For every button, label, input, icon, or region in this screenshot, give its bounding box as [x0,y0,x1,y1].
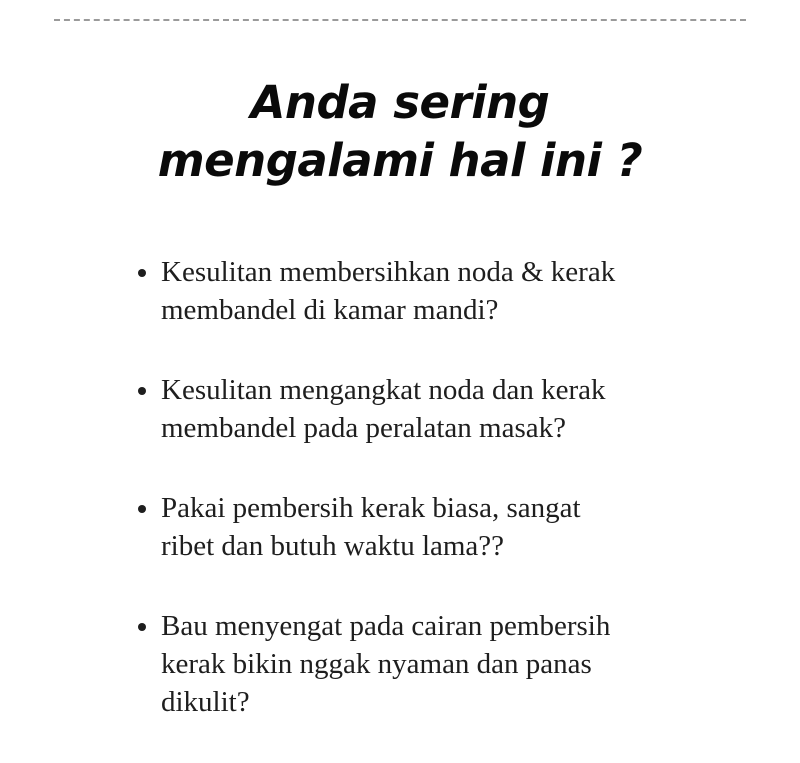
title-line-2: mengalami hal ini ? [157,134,643,187]
bullet-icon [138,269,146,277]
bullet-icon [138,505,146,513]
list-item-line: dikulit? [161,686,250,718]
problem-list [134,253,734,763]
dashed-divider [54,19,746,21]
list-item-line: Kesulitan membersihkan noda & kerak [161,256,616,288]
title-line-1: Anda sering [250,76,550,129]
list-item-line: Kesulitan mengangkat noda dan kerak [161,374,606,406]
list-item [134,489,734,565]
page-title [0,74,800,190]
list-item-line: ribet dan butuh waktu lama?? [161,530,505,562]
bullet-icon [138,387,146,395]
list-item [134,607,734,721]
list-item [134,253,734,329]
list-item-line: Bau menyengat pada cairan pembersih [161,610,611,642]
bullet-icon [138,623,146,631]
list-item-line: Pakai pembersih kerak biasa, sangat [161,492,581,524]
list-item [134,371,734,447]
list-item-line: membandel pada peralatan masak? [161,412,566,444]
list-item-line: kerak bikin nggak nyaman dan panas [161,648,592,680]
list-item-line: membandel di kamar mandi? [161,294,499,326]
